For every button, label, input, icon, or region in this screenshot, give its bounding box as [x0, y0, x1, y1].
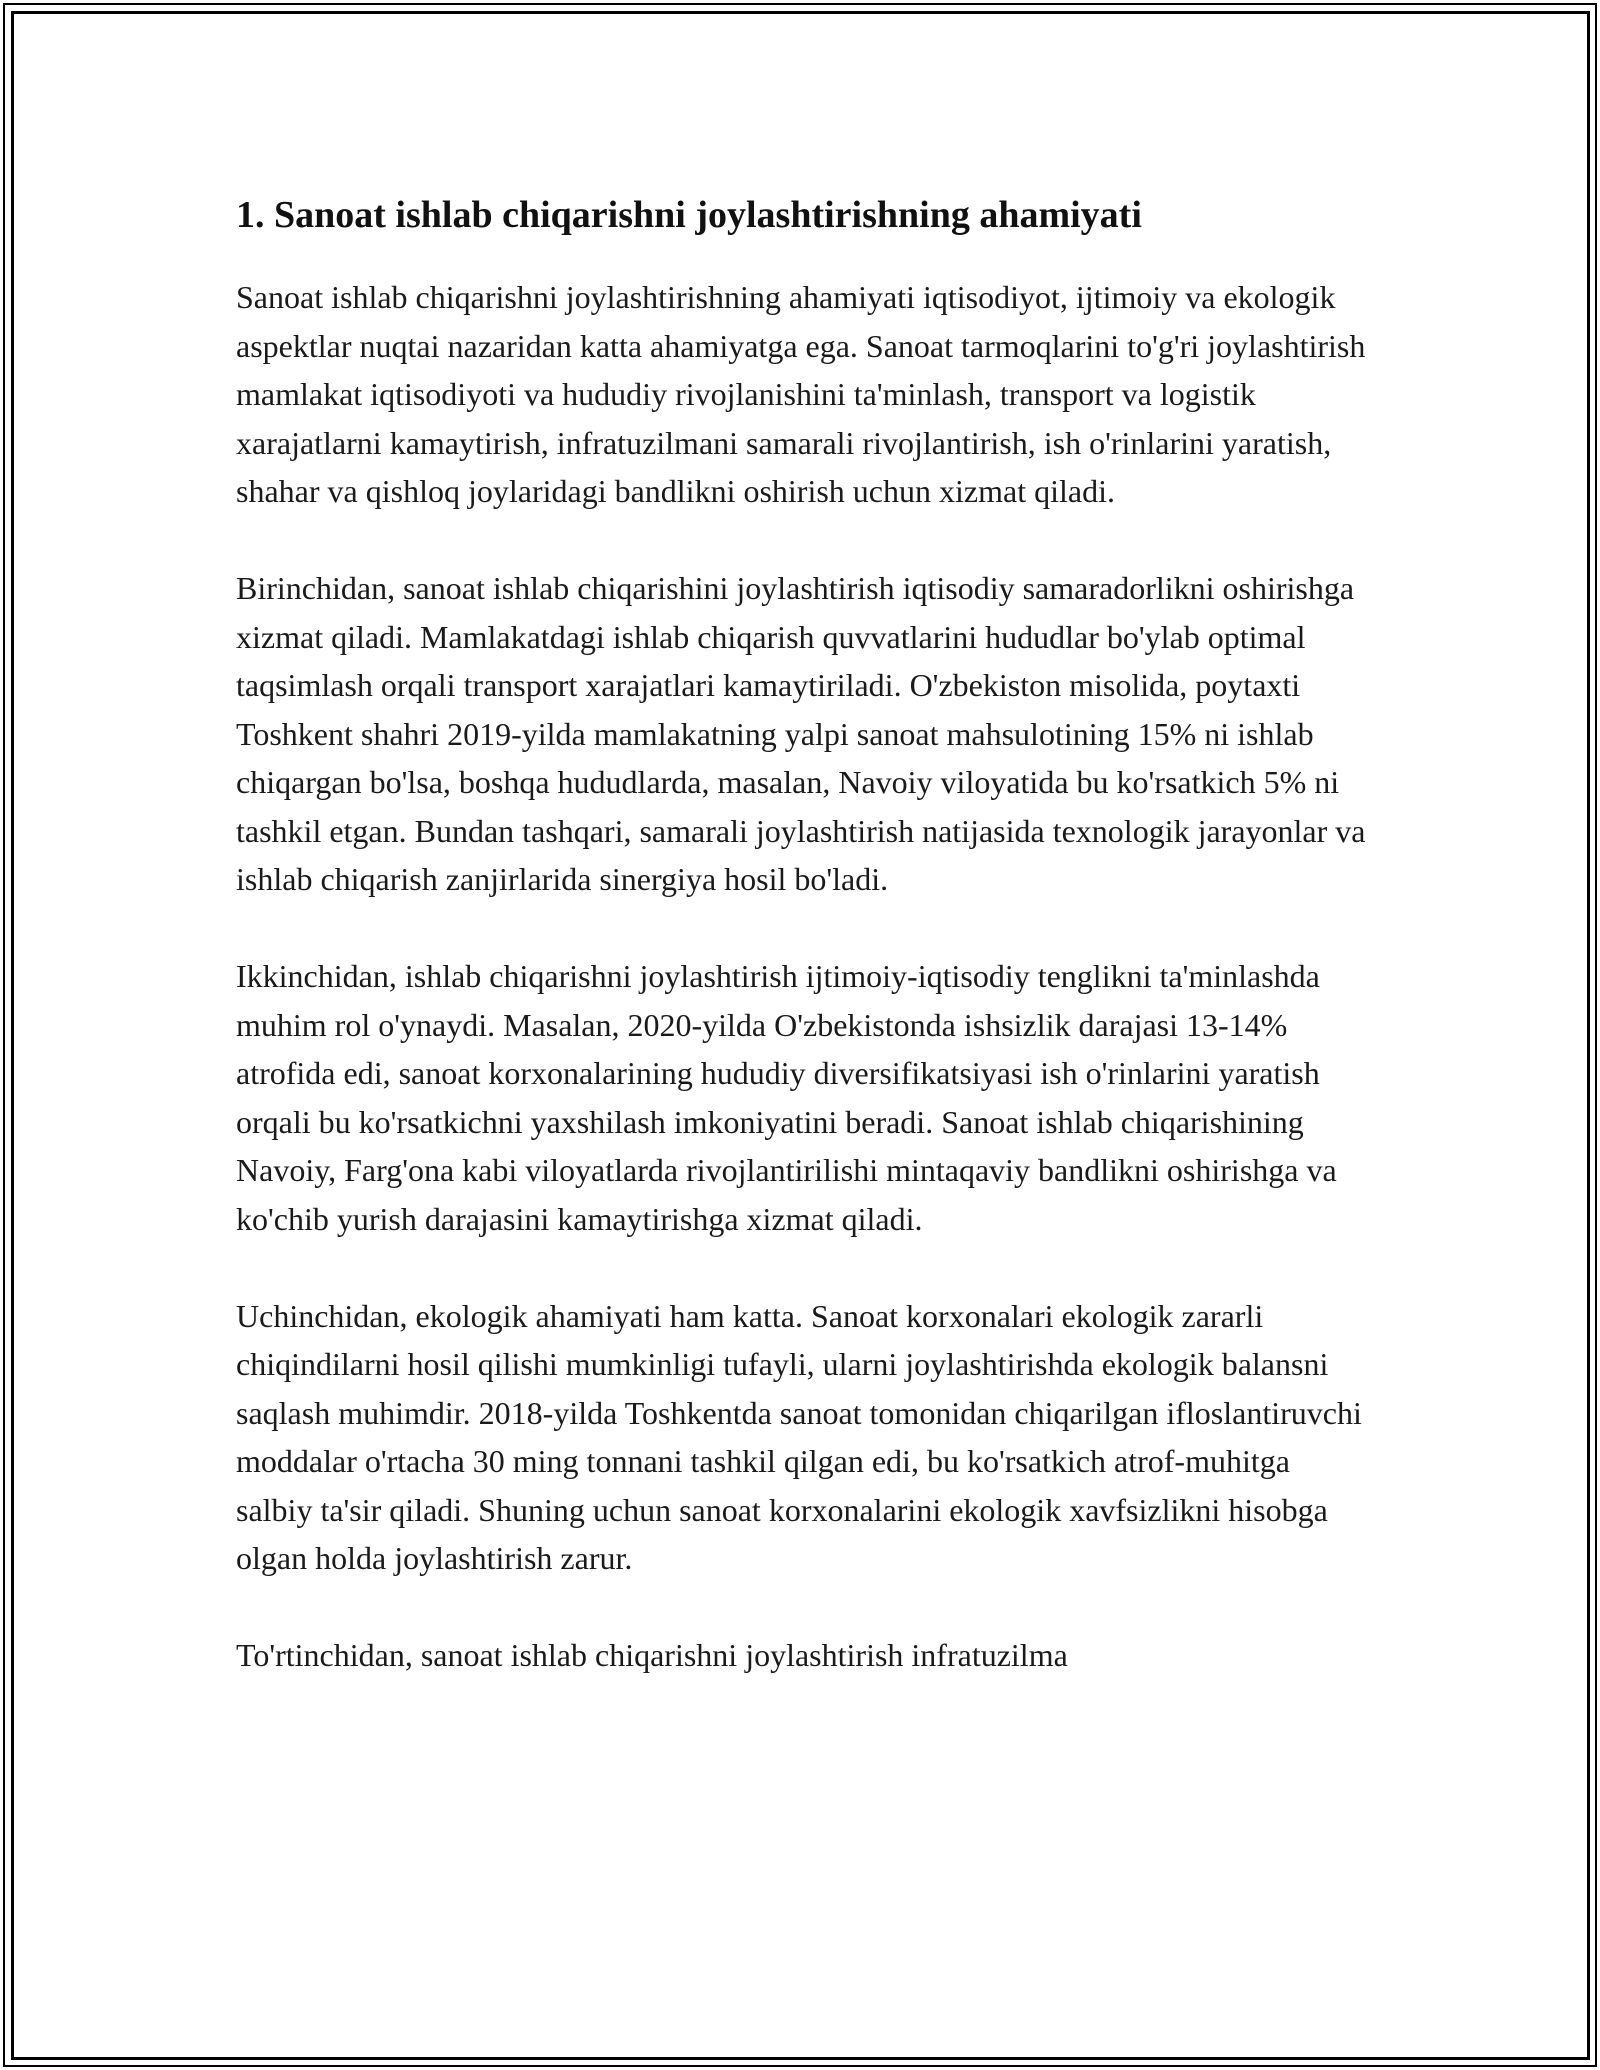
section-heading: 1. Sanoat ishlab chiqarishni joylashtirishning ahamiyati	[236, 194, 1142, 236]
document-body	[236, 187, 1366, 1680]
paragraph-intro: Sanoat ishlab chiqarishni joylashtirishning ahamiyati iqtisodiyot, ijtimoiy va ekologik aspektlar nuqtai nazaridan katta ahamiyatga ega. Sanoat tarmoqlarini to'g'ri joylashtirish mamlakat iqtisodiyoti va hududiy rivojlanishini ta'minlash, transport va logistik xarajatlarni kamaytirish, infratuzilmani samarali rivojlantirish, ish o'rinlarini yaratish, shahar va qishloq joylaridagi bandlikni oshirish uchun xizmat qiladi.	[236, 279, 1366, 509]
paragraph-second-point: Ikkinchidan, ishlab chiqarishni joylashtirish ijtimoiy-iqtisodiy tenglikni ta'minlashda muhim rol o'ynaydi. Masalan, 2020-yilda O'zbekistonda ishsizlik darajasi 13-14% atrofida edi, sanoat korxonalarining hududiy diversifikatsiyasi ish o'rinlarini yaratish orqali bu ko'rsatkichni yaxshilash imkoniyatini beradi. Sanoat ishlab chiqarishining Navoiy, Farg'ona kabi viloyatlarda rivojlantirilishi mintaqaviy bandlikni oshirishga va ko'chib yurish darajasini kamaytirishga xizmat qiladi.	[236, 958, 1337, 1237]
paragraph-fourth-point: To'rtinchidan, sanoat ishlab chiqarishni joylashtirish infratuzilma	[236, 1637, 1068, 1673]
paragraph-first-point: Birinchidan, sanoat ishlab chiqarishini joylashtirish iqtisodiy samaradorlikni oshirishga xizmat qiladi. Mamlakatdagi ishlab chiqarish quvvatlarini hududlar bo'ylab optimal taqsimlash orqali transport xarajatlari kamaytiriladi. O'zbekiston misolida, poytaxti Toshkent shahri 2019-yilda mamlakatning yalpi sanoat mahsulotining 15% ni ishlab chiqargan bo'lsa, boshqa hududlarda, masalan, Navoiy viloyatida bu ko'rsatkich 5% ni tashkil etgan. Bundan tashqari, samarali joylashtirish natijasida texnologik jarayonlar va ishlab chiqarish zanjirlarida sinergiya hosil bo'ladi.	[236, 570, 1366, 897]
paragraph-third-point: Uchinchidan, ekologik ahamiyati ham katta. Sanoat korxonalari ekologik zararli chiqindilarni hosil qilishi mumkinligi tufayli, ularni joylashtirishda ekologik balansni saqlash muhimdir. 2018-yilda Toshkentda sanoat tomonidan chiqarilgan ifloslantiruvchi moddalar o'rtacha 30 ming tonnani tashkil qilgan edi, bu ko'rsatkich atrof-muhitga salbiy ta'sir qiladi. Shuning uchun sanoat korxonalarini ekologik xavfsizlikni hisobga olgan holda joylashtirish zarur.	[236, 1297, 1362, 1576]
